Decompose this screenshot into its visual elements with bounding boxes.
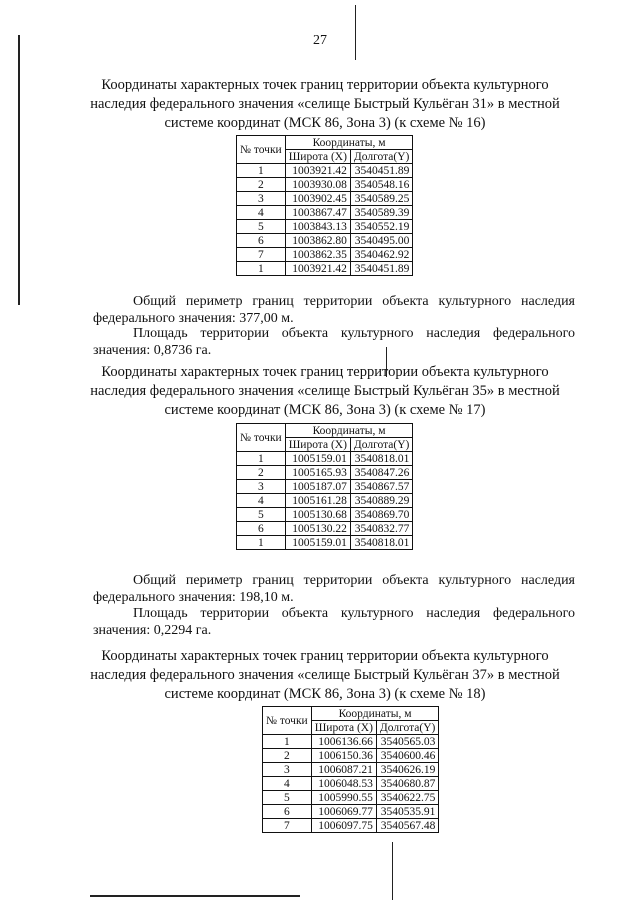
point-number-cell: 3 [263, 763, 312, 777]
header-longitude: Долгота(Y) [350, 150, 412, 164]
table-row [237, 206, 413, 220]
longitude-cell: 3540462.92 [350, 248, 412, 262]
longitude-cell: 3540589.39 [350, 206, 412, 220]
point-number-cell: 3 [237, 192, 286, 206]
latitude-cell: 1005165.93 [285, 466, 350, 480]
point-number-cell: 7 [237, 248, 286, 262]
section-title-1: Координаты характерных точек границ территории объекта культурного наследия федерального значения «селище Быстрый Кульёган 31» в местной системе координат (МСК 86, Зона 3) (к схеме № 16) [90, 77, 560, 131]
perimeter-text-2: Общий периметр границ территории объекта культурного наследия федерального значения: 198,10 м. [93, 573, 575, 605]
longitude-cell: 3540889.29 [350, 494, 412, 508]
table-row [237, 508, 413, 522]
scan-artifact-bottom-line [392, 842, 393, 900]
latitude-cell: 1003902.45 [285, 192, 350, 206]
point-number-cell: 1 [237, 262, 286, 276]
point-number-cell: 5 [263, 791, 312, 805]
latitude-cell: 1006069.77 [311, 805, 376, 819]
point-number-cell: 2 [263, 749, 312, 763]
latitude-cell: 1005159.01 [285, 536, 350, 550]
header-coordinates: Координаты, м [311, 707, 439, 721]
point-number-cell: 5 [237, 508, 286, 522]
table-row [237, 536, 413, 550]
latitude-cell: 1003843.13 [285, 220, 350, 234]
longitude-cell: 3540451.89 [350, 164, 412, 178]
table-row [263, 777, 439, 791]
longitude-cell: 3540867.57 [350, 480, 412, 494]
scan-artifact-left-line [18, 35, 20, 305]
latitude-cell: 1005990.55 [311, 791, 376, 805]
point-number-cell: 6 [237, 522, 286, 536]
longitude-cell: 3540535.91 [376, 805, 438, 819]
coordinates-table-1 [236, 135, 413, 276]
latitude-cell: 1003921.42 [285, 164, 350, 178]
longitude-cell: 3540818.01 [350, 536, 412, 550]
point-number-cell: 7 [263, 819, 312, 833]
longitude-cell: 3540567.48 [376, 819, 438, 833]
longitude-cell: 3540451.89 [350, 262, 412, 276]
header-point-number: № точки [237, 136, 286, 164]
header-latitude: Широта (X) [285, 438, 350, 452]
table-row [237, 452, 413, 466]
longitude-cell: 3540680.87 [376, 777, 438, 791]
perimeter-text-1: Общий периметр границ территории объекта культурного наследия федерального значения: 377,00 м. [93, 294, 575, 326]
point-number-cell: 6 [237, 234, 286, 248]
latitude-cell: 1005130.22 [285, 522, 350, 536]
table-row [237, 262, 413, 276]
longitude-cell: 3540495.00 [350, 234, 412, 248]
coordinates-table-3 [262, 706, 439, 833]
longitude-cell: 3540548.16 [350, 178, 412, 192]
header-longitude: Долгота(Y) [376, 721, 438, 735]
latitude-cell: 1003930.08 [285, 178, 350, 192]
point-number-cell: 1 [237, 164, 286, 178]
latitude-cell: 1005161.28 [285, 494, 350, 508]
longitude-cell: 3540869.70 [350, 508, 412, 522]
point-number-cell: 4 [263, 777, 312, 791]
latitude-cell: 1003867.47 [285, 206, 350, 220]
point-number-cell: 1 [263, 735, 312, 749]
section-title-2: Координаты характерных точек границ территории объекта культурного наследия федерального значения «селище Быстрый Кульёган 35» в местной системе координат (МСК 86, Зона 3) (к схеме № 17) [90, 364, 560, 418]
latitude-cell: 1003862.80 [285, 234, 350, 248]
latitude-cell: 1006150.36 [311, 749, 376, 763]
header-coordinates: Координаты, м [285, 136, 413, 150]
table-row [237, 192, 413, 206]
table-row [263, 819, 439, 833]
header-latitude: Широта (X) [311, 721, 376, 735]
table-row [237, 234, 413, 248]
point-number-cell: 4 [237, 494, 286, 508]
latitude-cell: 1006136.66 [311, 735, 376, 749]
latitude-cell: 1005130.68 [285, 508, 350, 522]
point-number-cell: 1 [237, 452, 286, 466]
header-point-number: № точки [263, 707, 312, 735]
longitude-cell: 3540832.77 [350, 522, 412, 536]
longitude-cell: 3540565.03 [376, 735, 438, 749]
header-coordinates: Координаты, м [285, 424, 413, 438]
latitude-cell: 1005187.07 [285, 480, 350, 494]
longitude-cell: 3540622.75 [376, 791, 438, 805]
table-row [237, 494, 413, 508]
page-number: 27 [313, 33, 327, 48]
area-text-1: Площадь территории объекта культурного наследия федерального значения: 0,8736 га. [93, 326, 575, 358]
table-row [263, 791, 439, 805]
point-number-cell: 5 [237, 220, 286, 234]
latitude-cell: 1005159.01 [285, 452, 350, 466]
table-row [237, 248, 413, 262]
header-point-number: № точки [237, 424, 286, 452]
table-row [263, 805, 439, 819]
header-latitude: Широта (X) [285, 150, 350, 164]
point-number-cell: 4 [237, 206, 286, 220]
table-row [237, 480, 413, 494]
table-row [237, 178, 413, 192]
longitude-cell: 3540626.19 [376, 763, 438, 777]
table-row [237, 220, 413, 234]
area-text-2: Площадь территории объекта культурного наследия федерального значения: 0,2294 га. [93, 606, 575, 638]
latitude-cell: 1006097.75 [311, 819, 376, 833]
table-row [263, 735, 439, 749]
point-number-cell: 2 [237, 178, 286, 192]
latitude-cell: 1003862.35 [285, 248, 350, 262]
longitude-cell: 3540589.25 [350, 192, 412, 206]
point-number-cell: 3 [237, 480, 286, 494]
point-number-cell: 1 [237, 536, 286, 550]
point-number-cell: 2 [237, 466, 286, 480]
latitude-cell: 1006048.53 [311, 777, 376, 791]
section-title-3: Координаты характерных точек границ территории объекта культурного наследия федерального значения «селище Быстрый Кульёган 37» в местной системе координат (МСК 86, Зона 3) (к схеме № 18) [90, 648, 560, 702]
coordinates-table-2 [236, 423, 413, 550]
longitude-cell: 3540600.46 [376, 749, 438, 763]
table-row [263, 749, 439, 763]
table-row [237, 522, 413, 536]
latitude-cell: 1006087.21 [311, 763, 376, 777]
latitude-cell: 1003921.42 [285, 262, 350, 276]
longitude-cell: 3540847.26 [350, 466, 412, 480]
scan-artifact-footer-rule [90, 895, 300, 897]
table-row [237, 466, 413, 480]
table-row [263, 763, 439, 777]
table-row [237, 164, 413, 178]
longitude-cell: 3540818.01 [350, 452, 412, 466]
point-number-cell: 6 [263, 805, 312, 819]
header-longitude: Долгота(Y) [350, 438, 412, 452]
longitude-cell: 3540552.19 [350, 220, 412, 234]
